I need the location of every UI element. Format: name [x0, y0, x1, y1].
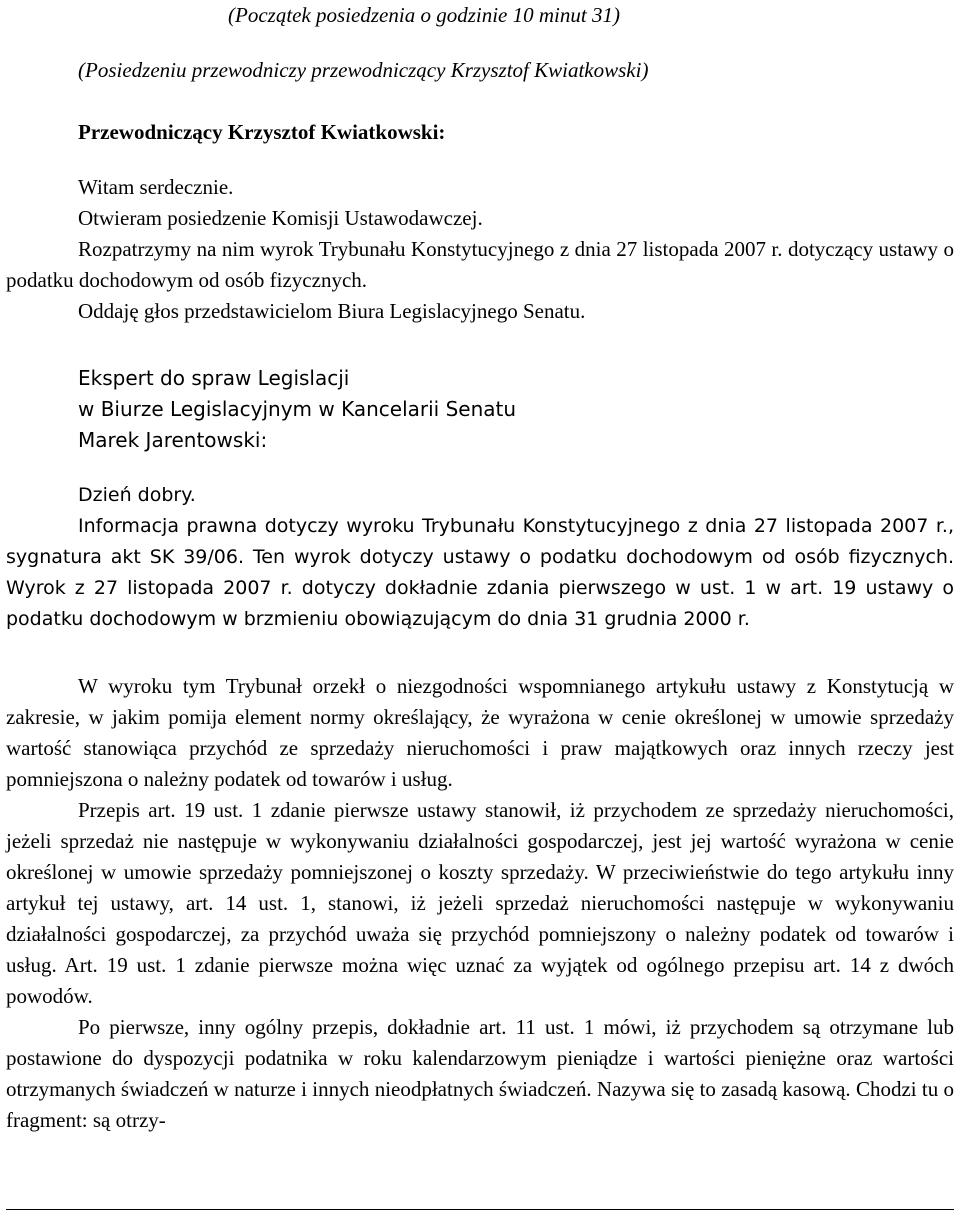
speaker1-line: Witam serdecznie. — [78, 175, 234, 199]
speaker2-paragraph: Przepis art. 19 ust. 1 zdanie pierwsze ustawy stanowił, iż przychodem ze sprzedaży nieruchomości, jeżeli sprzedaż nie następuje w wykonywaniu działalności gospodarczej, jest jej wartość wyrażona w cenie określonej w umowie sprzedaży pomniejszonej o koszty sprzedaży. W przeciwieństwie do tego artykułu inny artykuł tej ustawy, art. 14 ust. 1, stanowi, iż jeżeli sprzedaż nieruchomości następuje w wykonywaniu działalności gospodarczej, za przychód uważa się przychód pomniejszony o należny podatek od towarów i usług. Art. 19 ust. 1 zdanie pierwsze można więc uznać za wyjątek od ogólnego przepisu art. 14 z dwóch powodów. — [6, 798, 954, 1008]
speaker2-heading-line: w Biurze Legislacyjnym w Kancelarii Senatu — [78, 397, 517, 421]
opening-note: (Początek posiedzenia o godzinie 10 minut 31) — [228, 3, 620, 27]
page-footer-rule — [6, 1209, 954, 1210]
speaker1-heading: Przewodniczący Krzysztof Kwiatkowski: — [78, 120, 446, 144]
speaker2-statement — [6, 671, 954, 1136]
speaker2-greeting: Dzień dobry. — [78, 484, 196, 506]
speaker1-statement — [6, 172, 954, 327]
speaker2-heading — [78, 363, 938, 456]
speaker2-paragraph: Po pierwsze, inny ogólny przepis, dokładnie art. 11 ust. 1 mówi, iż przychodem są otrzymane lub postawione do dyspozycji podatnika w roku kalendarzowym pieniądze i wartości pieniężne oraz wartości otrzymanych świadczeń w naturze i innych nieodpłatnych świadczeń. Nazywa się to zasadą kasową. Chodzi tu o fragment: są otrzy- — [6, 1015, 954, 1132]
speaker1-line: Oddaję głos przedstawicielom Biura Legislacyjnego Senatu. — [78, 299, 586, 323]
chair-note: (Posiedzeniu przewodniczy przewodniczący Krzysztof Kwiatkowski) — [78, 58, 649, 82]
speaker1-line: Otwieram posiedzenie Komisji Ustawodawczej. — [78, 206, 483, 230]
speaker2-paragraph: W wyroku tym Trybunał orzekł o niezgodności wspomnianego artykułu ustawy z Konstytucją w zakresie, w jakim pomija element normy określający, że wyrażona w cenie określonej w umowie sprzedaży wartość stanowiąca przychód ze sprzedaży nieruchomości i praw majątkowych oraz innych rzeczy jest pomniejszona o należny podatek od towarów i usług. — [6, 674, 954, 791]
speaker2-heading-line: Ekspert do spraw Legislacji — [78, 366, 350, 390]
speaker1-line: Rozpatrzymy na nim wyrok Trybunału Konstytucyjnego z dnia 27 listopada 2007 r. dotyczący ustawy o podatku dochodowym od osób fizycznych. — [6, 237, 954, 292]
speaker2-paragraph: Informacja prawna dotyczy wyroku Trybunału Konstytucyjnego z dnia 27 listopada 2007 r., sygnatura akt SK 39/06. Ten wyrok dotyczy ustawy o podatku dochodowym od osób fizycznych. Wyrok z 27 listopada 2007 r. dotyczy dokładnie zdania pierwszego w ust. 1 w art. 19 ustawy o podatku dochodowym w brzmieniu obowiązującym do dnia 31 grudnia 2000 r. — [6, 515, 954, 630]
speaker2-heading-line: Marek Jarentowski: — [78, 428, 268, 452]
speaker2-statement-intro — [6, 480, 954, 635]
